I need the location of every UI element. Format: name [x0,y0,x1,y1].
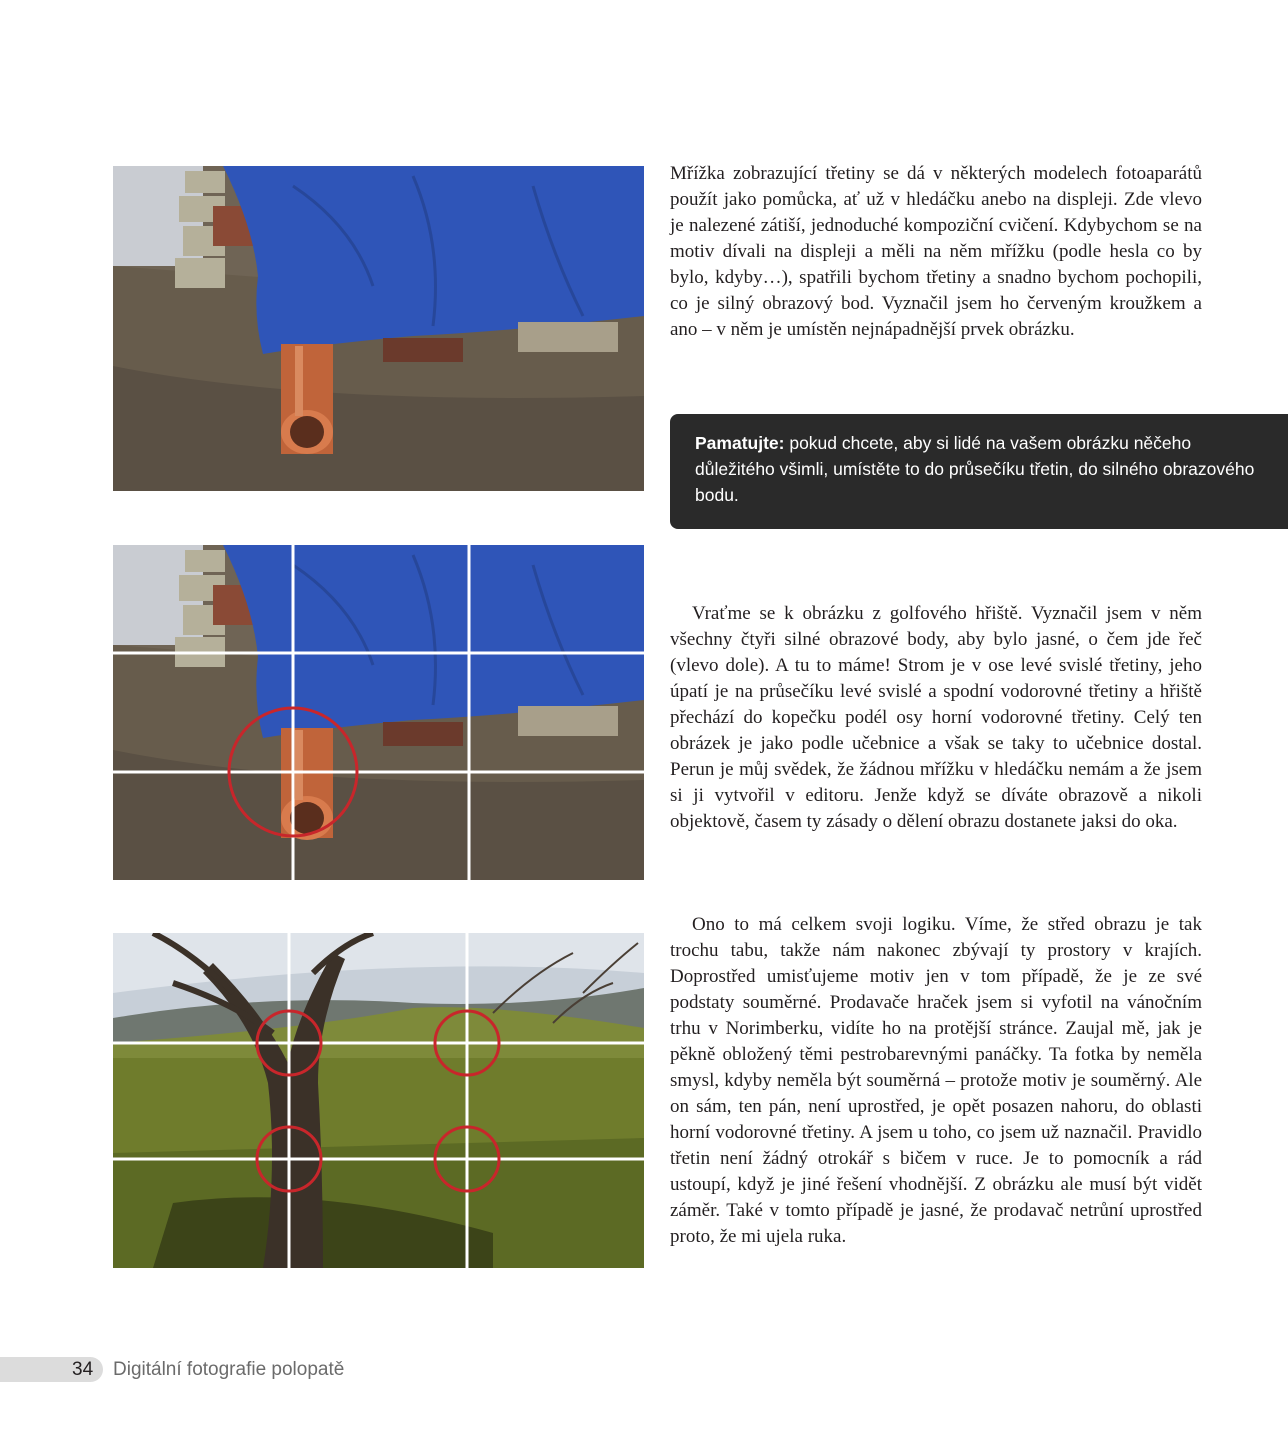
golf-tree-grid-illustration [113,933,644,1268]
tip-box [670,414,1288,529]
paragraph-golf-course: Vraťme se k obrázku z golfového hřiště. Vyznačil jsem v něm všechny čtyři silné obrazové body, aby bylo jasné, o čem jde řeč (vlevo dole). A tu to máme! Strom je v ose levé svislé třetiny, jeho úpatí je na průsečíku levé svislé a spodní vodorovné třetiny a hřiště přechází do kopečku podél osy horní vodorovné třetiny. Celý ten obrázek je jako podle učebnice a však se taky to učebnice dostal. Perun je můj svědek, že žádnou mřížku v hledáčku nemám a že jsem si ji vytvořil v editoru. Jenže když se díváte obrazově a nikoli objektově, časem ty zásady o dělení obrazu dostanete jaksi do oka. [670,603,1202,832]
book-title: Digitální fotografie polopatě [113,1359,345,1380]
photo-golf-tree-grid [113,933,644,1268]
tip-label: Pamatujte: [695,433,785,453]
tarp-pipe-illustration [113,166,644,491]
tarp-pipe-grid-illustration [113,545,644,880]
tip-text: pokud chcete, aby si lidé na vašem obrázku něčeho důležitého všimli, umístěte to do průsečíku třetin, do silného obrazového bodu. [695,433,1255,505]
paragraph-logic: Ono to má celkem svoji logiku. Víme, že střed obrazu je tak trochu tabu, takže nám nakonec zbývají ty prostory v krajích. Doprostřed umisťujeme motiv jen v tom případě, že je ze své podstaty souměrné. Prodavače hraček jsem si vyfotil na vánočním trhu v Norimberku, vidíte ho na protější stránce. Zaujal mě, jak je pěkně obložený těmi pestrobarevnými panáčky. Ta fotka by neměla smysl, kdyby neměla být souměrná – protože motiv je souměrný. Ale on sám, ten pán, není uprostřed, je opět posazen nahoru, do oblasti horní vodorovné třetiny. A jsem u toho, co jsem už naznačil. Pravidlo třetin není žádný otrokář s bičem v ruce. Je to pomocník a rád ustoupí, když je jiné řešení vhodnější. Z obrázku ale musí být vidět záměr. Také v tomto případě je jasné, že prodavač netrůní uprostřed proto, že mi ujela ruka. [670,914,1202,1247]
photo-tarp-pipe-grid [113,545,644,880]
paragraph-thirds-grid: Mřížka zobrazující třetiny se dá v některých modelech fotoaparátů použít jako pomůcka, ať už v hledáčku anebo na displeji. Zde vlevo je nalezené zátiší, jednoduché kompoziční cvičení. Kdybychom se na motiv dívali na displeji a měli na něm mřížku (podle hesla co by bylo, kdyby…), spatřili bychom třetiny a snadno bychom pochopili, co je silný obrazový bod. Vyznačil jsem ho červeným kroužkem a ano – v něm je umístěn nejnápadnější prvek obrázku. [670,163,1202,340]
photo-tarp-pipe [113,166,644,491]
page-number: 34 [72,1359,94,1380]
